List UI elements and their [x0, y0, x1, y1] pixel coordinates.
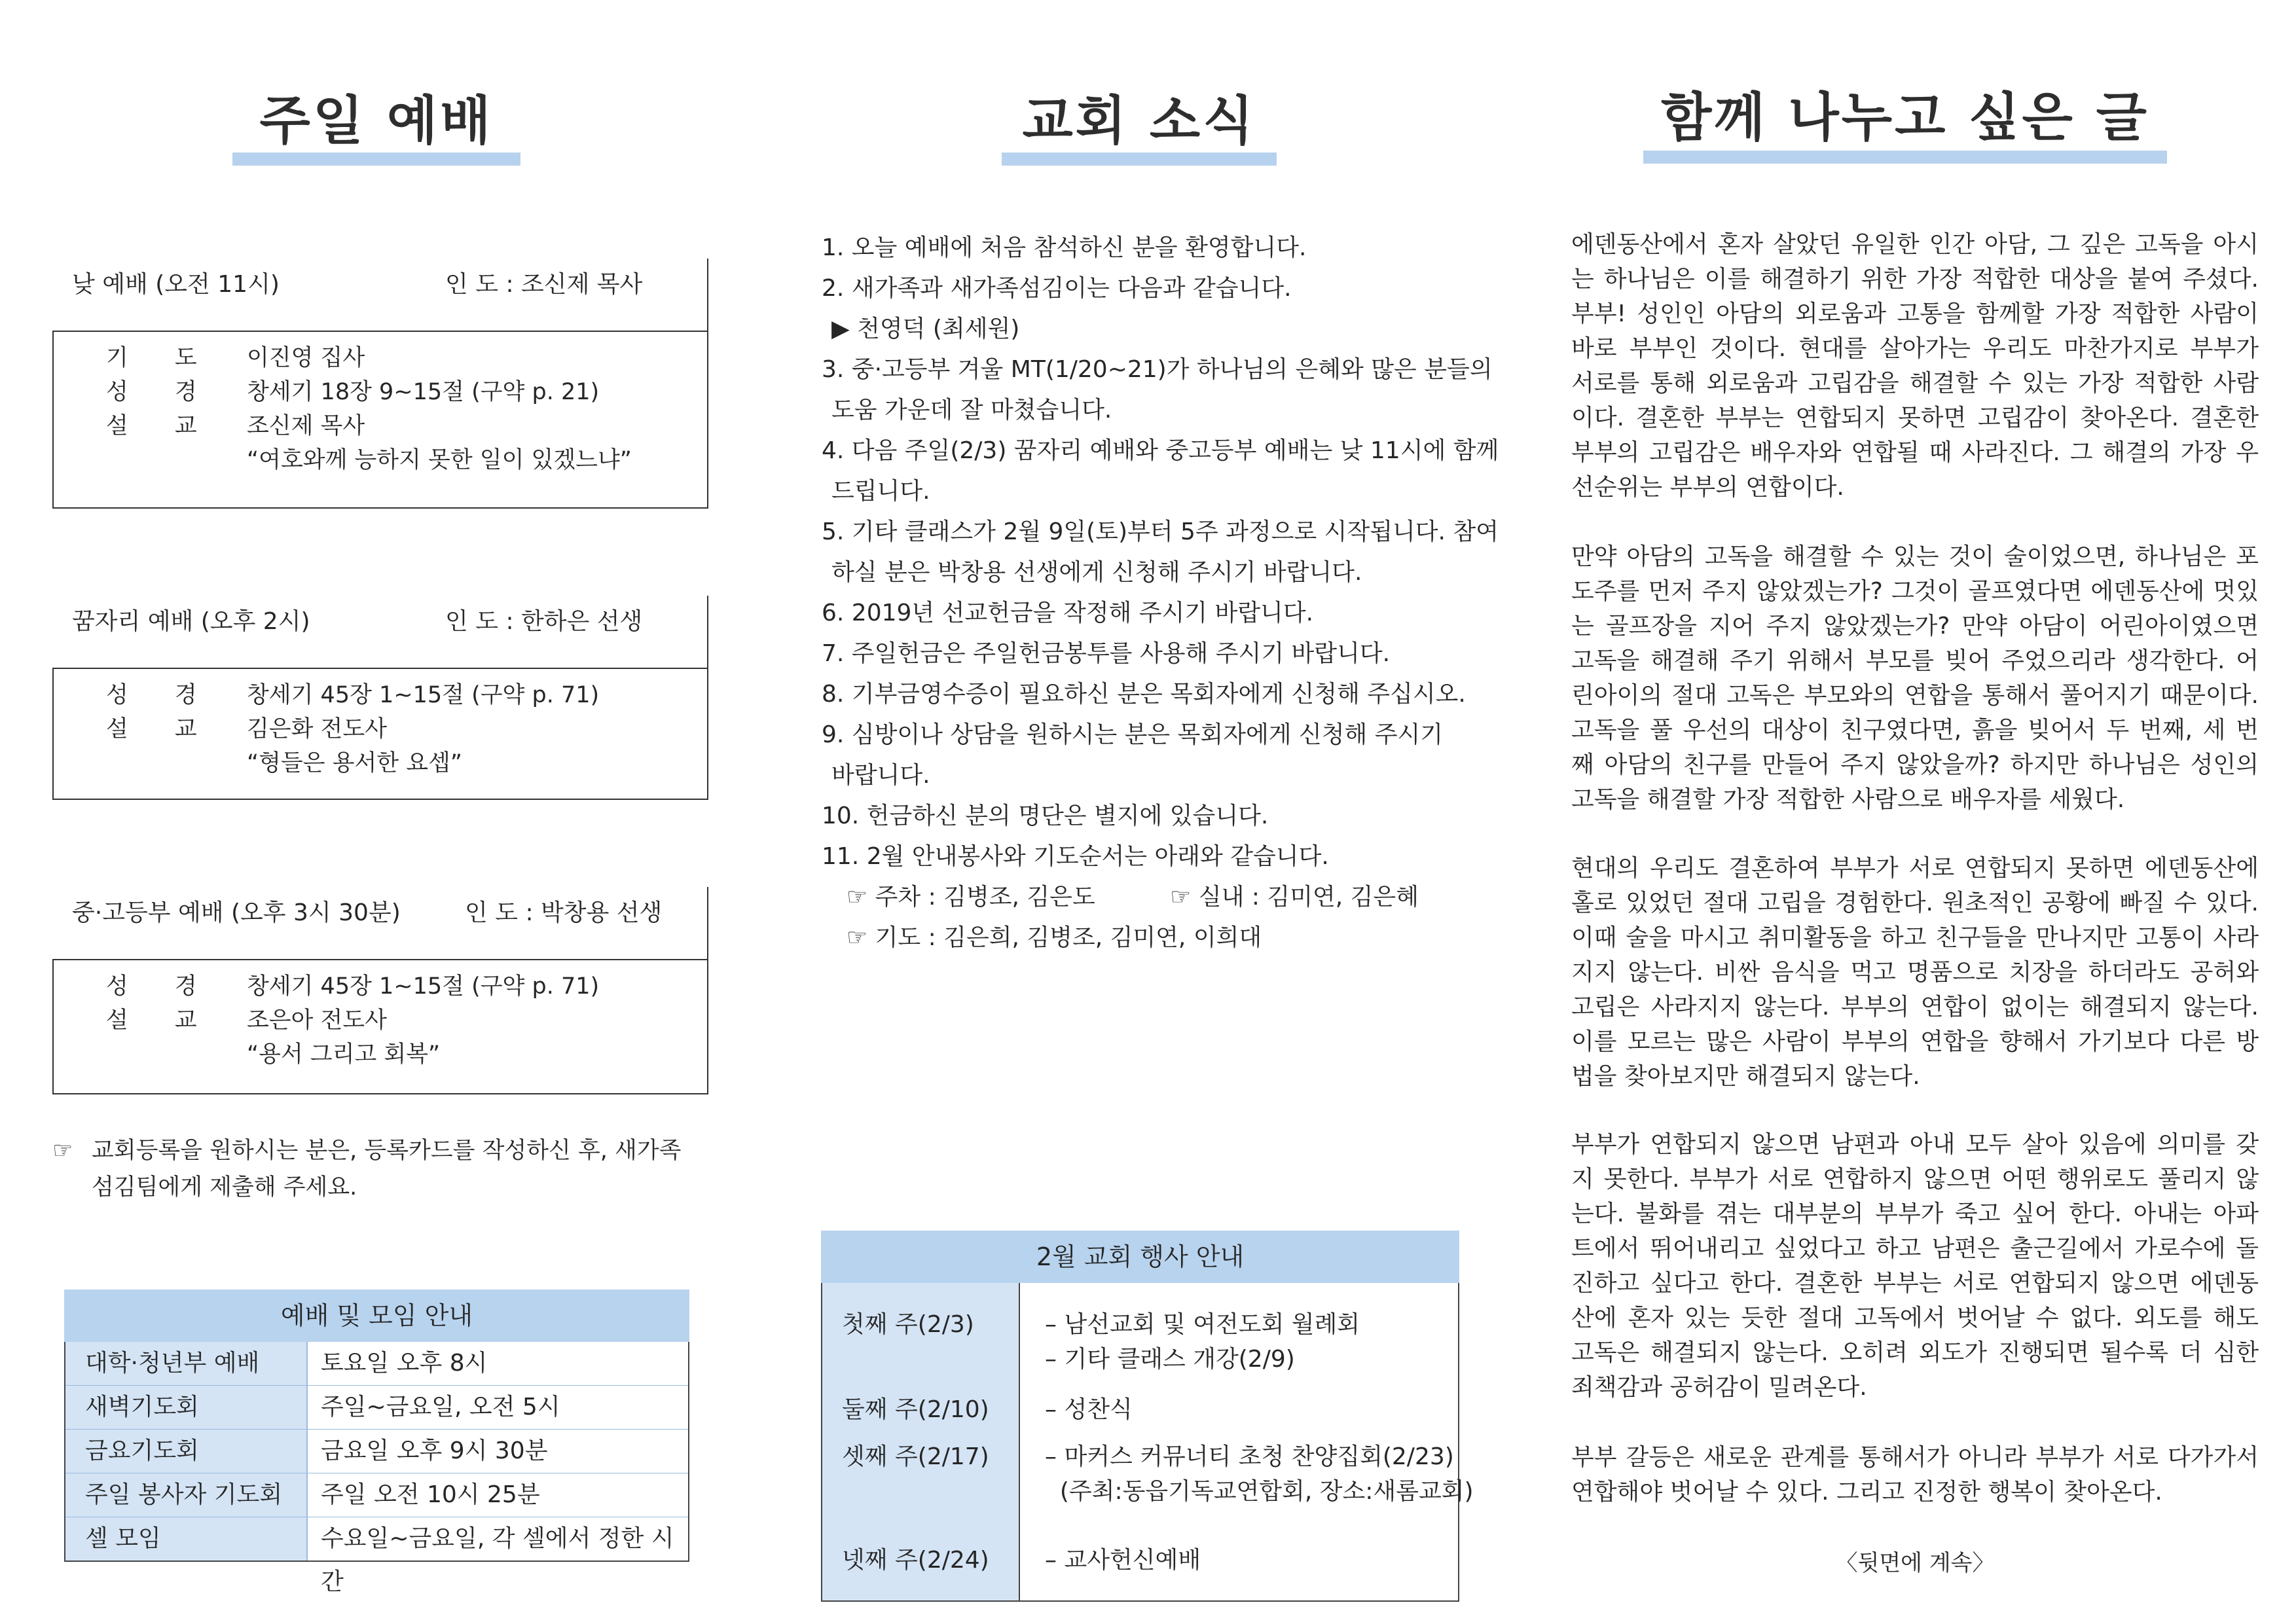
list-item: 1. 오늘 예배에 처음 참석하신 분을 환영합니다. — [822, 234, 1307, 261]
event-item: – 남선교회 및 여전도회 월례회 — [1045, 1311, 1360, 1338]
essay-line: 고독을 풀 우선의 대상이 친구였다면, 흙을 빚어서 두 번째, 세 번 — [1571, 717, 2259, 744]
worship-box-details — [52, 959, 707, 1093]
detail-label: 설 교 — [106, 413, 217, 439]
list-item: 도움 가운데 잘 마쳤습니다. — [831, 397, 1112, 424]
meeting-time: 금요일 오후 9시 30분 — [321, 1437, 548, 1464]
worship-box-header — [52, 259, 707, 311]
events-table-body — [821, 1283, 1474, 1602]
detail-label: 설 교 — [106, 1007, 217, 1034]
list-item: 드립니다. — [831, 478, 930, 505]
table-row — [65, 1517, 688, 1595]
essay-line: 부부가 연합되지 않으면 남편과 아내 모두 살아 있음에 의미를 갖 — [1571, 1131, 2259, 1158]
table-row — [65, 1385, 688, 1429]
list-item: ☞ 기도 : 김은희, 김병조, 김미연, 이희대 — [831, 924, 1262, 951]
list-item: 2. 새가족과 새가족섬김이는 다음과 같습니다. — [822, 275, 1292, 302]
detail-value: “형들은 용서한 요셉” — [247, 750, 462, 776]
detail-value: “여호와께 능하지 못한 일이 있겠느냐” — [247, 447, 632, 473]
event-week: 둘째 주(2/10) — [842, 1396, 989, 1423]
essay-line: 에덴동산에서 혼자 살았던 유일한 인간 아담, 그 깊은 고독을 아시 — [1571, 231, 2259, 258]
table-row — [65, 1342, 688, 1385]
detail-value: “용서 그리고 회복” — [247, 1041, 441, 1068]
essay-line: 부부 갈등은 새로운 관계를 통해서가 아니라 부부가 서로 다가가서 — [1571, 1444, 2259, 1471]
list-item: 4. 다음 주일(2/3) 꿈자리 예배와 중고등부 예배는 낮 11시에 함께 — [822, 437, 1499, 464]
list-item: 11. 2월 안내봉사와 기도순서는 아래와 같습니다. — [822, 843, 1329, 870]
detail-label: 설 교 — [106, 716, 217, 742]
list-item: 6. 2019년 선교헌금을 작정해 주시기 바랍니다. — [822, 600, 1314, 626]
essay-line: 트에서 뛰어내리고 싶었다고 하고 남편은 출근길에서 가로수에 돌 — [1571, 1235, 2259, 1262]
essay-line: 이다. 결혼한 부부는 연합되지 못하면 고립감이 찾아온다. 결혼한 — [1571, 405, 2259, 431]
meetings-table-title: 예배 및 모임 안내 — [64, 1290, 689, 1342]
worship-box-details — [52, 668, 707, 799]
note-text: 섬김팀에게 제출해 주세요. — [92, 1174, 357, 1200]
detail-label: 기 도 — [106, 345, 217, 371]
essay-line: 법을 찾아보지만 해결되지 않는다. — [1571, 1063, 1920, 1090]
detail-label: 성 경 — [106, 682, 217, 708]
meeting-name: 새벽기도회 — [65, 1386, 308, 1429]
events-table — [821, 1231, 1474, 1602]
essay-line: 지 못한다. 부부가 서로 연합하지 않으면 어떤 행위로도 풀리지 않 — [1571, 1166, 2259, 1193]
essay-line: 연합해야 벗어날 수 있다. 그리고 진정한 행복이 찾아온다. — [1571, 1479, 2162, 1506]
meeting-name: 금요기도회 — [65, 1430, 308, 1473]
heading-underline — [1643, 151, 2167, 164]
essay-line: 는다. 불화를 겪는 대부분의 부부가 죽고 싶어 한다. 아내는 아파 — [1571, 1200, 2259, 1227]
essay-line: 는 골프장을 지어 주지 않았겠는가? 만약 아담이 어린아이였으면 — [1571, 613, 2259, 640]
essay-line: 는 하나님은 이를 해결하기 위한 가장 적합한 대상을 붙여 주셨다. — [1571, 266, 2259, 293]
essay-line: 만약 아담의 고독을 해결할 수 있는 것이 술이었으면, 하나님은 포 — [1571, 543, 2259, 570]
essay-line: 서로를 통해 외로움과 고립감을 해결할 수 있는 가장 적합한 사람 — [1571, 370, 2259, 397]
worship-box-header — [52, 596, 707, 648]
list-item: 10. 헌금하신 분의 명단은 별지에 있습니다. — [822, 803, 1269, 829]
essay-title: 함께 나누고 싶은 글 — [1661, 87, 2149, 148]
list-item: 5. 기타 클래스가 2월 9일(토)부터 5주 과정으로 시작됩니다. 참여 — [822, 518, 1499, 545]
essay-line: 선순위는 부부의 연합이다. — [1571, 474, 1844, 501]
service-title: 꿈자리 예배 (오후 2시) — [72, 608, 310, 635]
meeting-name: 주일 봉사자 기도회 — [65, 1473, 308, 1517]
essay-line: 산에 혼자 있는 듯한 절대 고독에서 벗어날 수 없다. 외도를 해도 — [1571, 1305, 2259, 1331]
list-item: 바랍니다. — [831, 762, 930, 789]
worship-box-header — [52, 887, 707, 939]
essay-line: 고독은 해결되지 않는다. 오히려 외도가 진행되면 될수록 더 심한 — [1571, 1339, 2259, 1366]
worship-box-youth — [52, 887, 708, 1094]
detail-label: 성 경 — [106, 379, 217, 405]
essay-line: 린아이의 절대 고독은 부모와의 연합을 통해서 풀어지기 때문이다. — [1571, 682, 2259, 709]
essay-line: 이를 모르는 많은 사람이 부부의 연합을 향해서 가기보다 다른 방 — [1571, 1028, 2259, 1055]
service-leader: 인 도 : 박창용 선생 — [465, 899, 663, 926]
service-leader: 인 도 : 한하은 선생 — [445, 608, 643, 635]
heading-underline — [232, 153, 520, 166]
table-row — [65, 1473, 688, 1517]
essay-line: 바로 부부인 것이다. 현대를 살아가는 우리도 마찬가지로 부부가 — [1571, 335, 2259, 362]
essay-heading — [1643, 87, 2167, 148]
meetings-table — [64, 1290, 689, 1595]
list-item: 9. 심방이나 상담을 원하시는 분은 목회자에게 신청해 주시기 — [822, 721, 1444, 748]
page-title: 주일 예배 — [259, 90, 494, 151]
events-table-title: 2월 교회 행사 안내 — [821, 1231, 1459, 1283]
list-item: 하실 분은 박창용 선생에게 신청해 주시기 바랍니다. — [831, 559, 1362, 586]
list-item: ▶ 천영덕 (최세원) — [831, 316, 1020, 342]
detail-label: 성 경 — [106, 973, 217, 1000]
service-title: 낮 예배 (오전 11시) — [72, 271, 280, 298]
list-item: 7. 주일헌금은 주일헌금봉투를 사용해 주시기 바랍니다. — [822, 640, 1391, 667]
meeting-name: 셀 모임 — [65, 1517, 308, 1561]
essay-line: 홀로 있었던 절대 고립을 경험한다. 원초적인 공황에 빠질 수 있다. — [1571, 890, 2259, 916]
service-title: 중·고등부 예배 (오후 3시 30분) — [72, 899, 401, 926]
detail-value: 김은화 전도사 — [247, 716, 387, 742]
meeting-time: 토요일 오후 8시 — [321, 1350, 488, 1377]
meeting-time: 주일~금요일, 오전 5시 — [321, 1394, 560, 1420]
worship-heading — [232, 90, 520, 151]
event-item: – 기타 클래스 개강(2/9) — [1045, 1346, 1295, 1373]
list-item: 3. 중·고등부 겨울 MT(1/20~21)가 하나님의 은혜와 많은 분들의 — [822, 356, 1493, 383]
event-item: – 마커스 커뮤너티 초청 찬양집회(2/23) — [1045, 1443, 1454, 1470]
news-title: 교회 소식 — [1022, 90, 1256, 151]
detail-value: 창세기 45장 1~15절 (구약 p. 71) — [247, 682, 600, 708]
news-heading — [1002, 90, 1277, 151]
event-item: – 교사헌신예배 — [1045, 1547, 1201, 1574]
detail-value: 이진영 집사 — [247, 345, 365, 371]
essay-line: 도주를 먼저 주지 않았겠는가? 그것이 골프였다면 에덴동산에 멋있 — [1571, 578, 2259, 605]
essay-line: 고독을 해결할 가장 적합한 사람으로 배우자를 세웠다. — [1571, 786, 2125, 813]
pointing-hand-icon: ☞ — [52, 1138, 73, 1164]
essay-line: 진하고 싶다고 한다. 결혼한 부부는 서로 연합되지 않으면 에덴동 — [1571, 1270, 2259, 1297]
event-week: 셋째 주(2/17) — [842, 1443, 989, 1470]
list-item: 8. 기부금영수증이 필요하신 분은 목회자에게 신청해 주십시오. — [822, 681, 1466, 708]
table-row — [65, 1429, 688, 1473]
worship-box-kids — [52, 596, 708, 800]
detail-value: 창세기 45장 1~15절 (구약 p. 71) — [247, 973, 600, 1000]
essay-line: 고립은 사라지지 않는다. 부부의 연합이 없이는 해결되지 않는다. — [1571, 994, 2259, 1020]
meeting-time: 주일 오전 10시 25분 — [321, 1481, 540, 1508]
essay-line: 부부! 성인인 아담의 외로움과 고통을 함께할 가장 적합한 사람이 — [1571, 300, 2259, 327]
essay-line: 이때 술을 마시고 취미활동을 하고 친구들을 만나지만 고통이 사라 — [1571, 924, 2259, 951]
continued-note: 〈뒷면에 계속〉 — [1835, 1550, 1995, 1576]
meeting-time: 수요일~금요일, 각 셀에서 정한 시간 — [321, 1525, 674, 1595]
heading-underline — [1002, 153, 1277, 166]
meetings-table-body — [64, 1342, 689, 1595]
worship-box-morning — [52, 259, 708, 509]
event-item: – 성찬식 — [1045, 1396, 1133, 1423]
essay-line: 지지 않는다. 비싼 음식을 먹고 명품으로 치장을 하더라도 공허와 — [1571, 959, 2259, 986]
meeting-name: 대학·청년부 예배 — [65, 1342, 308, 1385]
essay-line: 현대의 우리도 결혼하여 부부가 서로 연합되지 못하면 에덴동산에 — [1571, 855, 2259, 882]
detail-value: 창세기 18장 9~15절 (구약 p. 21) — [247, 379, 600, 405]
event-week: 첫째 주(2/3) — [842, 1311, 974, 1338]
event-item: (주최:동읍기독교연합회, 장소:새롬교회) — [1045, 1478, 1474, 1505]
worship-box-details — [52, 331, 707, 507]
essay-line: 부부의 고립감은 배우자와 연합될 때 사라진다. 그 해결의 가장 우 — [1571, 439, 2259, 466]
essay-line: 죄책감과 공허감이 밀려온다. — [1571, 1374, 1867, 1401]
essay-line: 고독을 해결해 주기 위해서 부모를 빚어 주었으리라 생각한다. 어 — [1571, 647, 2259, 674]
note-text: 교회등록을 원하시는 분은, 등록카드를 작성하신 후, 새가족 — [92, 1138, 682, 1164]
service-leader: 인 도 : 조신제 목사 — [445, 271, 643, 298]
detail-value: 조은아 전도사 — [247, 1007, 387, 1034]
list-item: ☞ 주차 : 김병조, 김은도 ☞ 실내 : 김미연, 김은혜 — [831, 884, 1419, 911]
essay-line: 째 아담의 친구를 만들어 주지 않았을까? 하지만 하나님은 성인의 — [1571, 751, 2259, 778]
event-week: 넷째 주(2/24) — [842, 1547, 989, 1574]
detail-value: 조신제 목사 — [247, 413, 365, 439]
